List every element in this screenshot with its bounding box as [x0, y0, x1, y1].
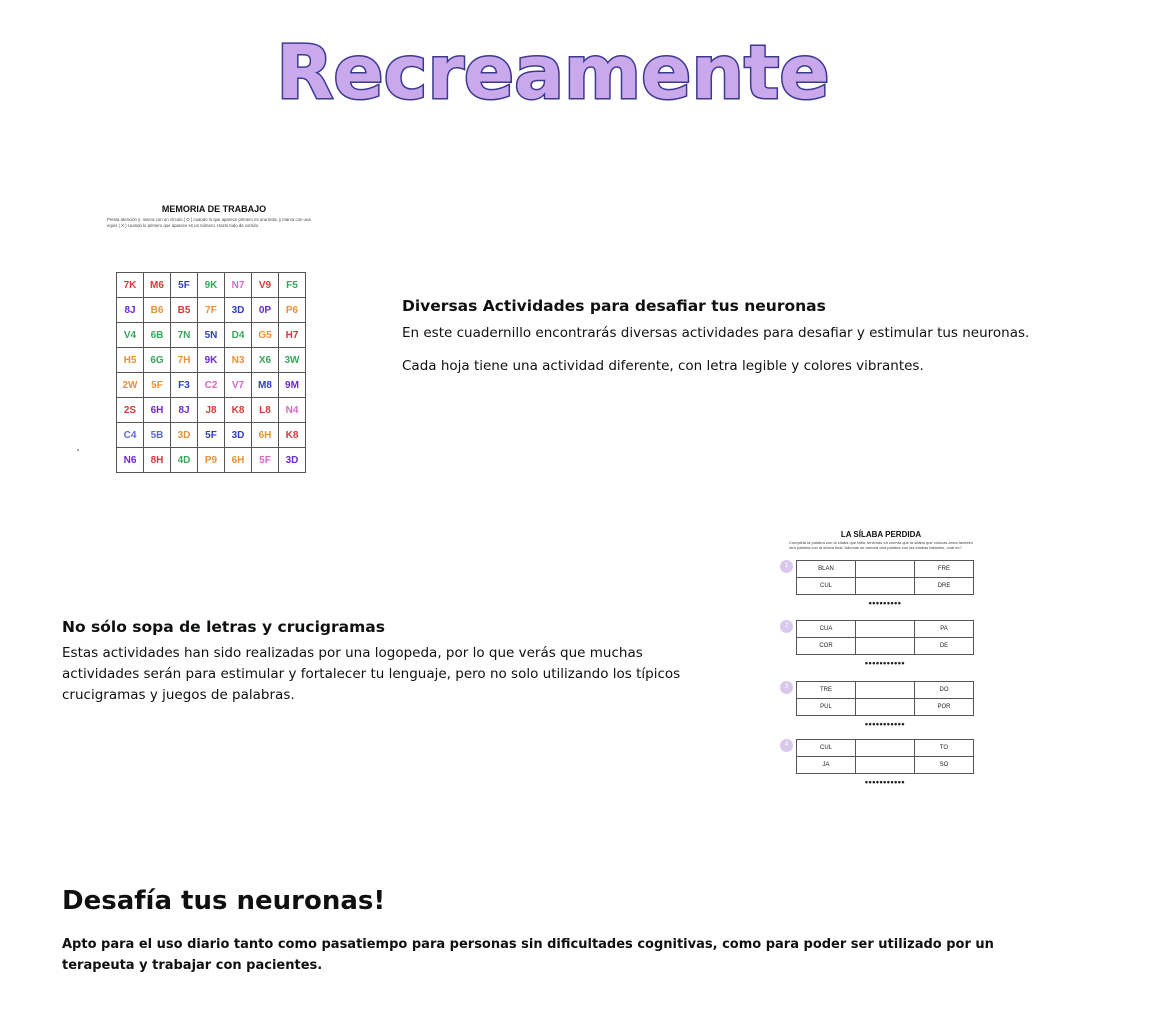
- grid-cell: 5F: [144, 373, 171, 398]
- syllable-cell: DE: [915, 638, 974, 655]
- grid-cell: M6: [144, 273, 171, 298]
- grid-cell: 6B: [144, 323, 171, 348]
- grid-cell: 8J: [117, 298, 144, 323]
- grid-cell: 3D: [279, 448, 306, 473]
- grid-cell: 9M: [279, 373, 306, 398]
- grid-cell: F5: [279, 273, 306, 298]
- grid-cell: 2W: [117, 373, 144, 398]
- grid-cell: X6: [252, 348, 279, 373]
- grid-row: [117, 323, 306, 348]
- worksheet-instructions: Presta atención y: marca con un círculo ( O ) cuando lo que aparece primero es una letra, y marca con una equis ( X ) cuando lo primero que aparece es un número. Hazlo todo de corrido.: [107, 217, 311, 228]
- grid-cell: 6G: [144, 348, 171, 373]
- memory-grid: [116, 272, 306, 473]
- answer-dots: •••••••••••: [864, 719, 906, 729]
- syllable-table: [796, 681, 974, 716]
- group-number-badge: 4: [780, 739, 793, 752]
- grid-cell: N4: [279, 398, 306, 423]
- syllable-cell: PA: [915, 621, 974, 638]
- silaba-worksheet-image: [776, 525, 986, 800]
- grid-cell: 4D: [171, 448, 198, 473]
- grid-cell: 9K: [198, 348, 225, 373]
- syllable-row: [797, 638, 974, 655]
- grid-cell: 2S: [117, 398, 144, 423]
- grid-cell: 7H: [171, 348, 198, 373]
- grid-cell: P9: [198, 448, 225, 473]
- grid-row: [117, 273, 306, 298]
- grid-cell: B5: [171, 298, 198, 323]
- grid-cell: M8: [252, 373, 279, 398]
- group-number-badge: 3: [780, 681, 793, 694]
- group-number-badge: 1: [780, 560, 793, 573]
- syllable-cell: FRE: [915, 561, 974, 578]
- syllable-cell: DO: [915, 682, 974, 699]
- syllable-row: [797, 621, 974, 638]
- grid-cell: K8: [279, 423, 306, 448]
- grid-cell: 6H: [225, 448, 252, 473]
- group-number-badge: 2: [780, 620, 793, 633]
- syllable-table: [796, 739, 974, 774]
- grid-cell: D4: [225, 323, 252, 348]
- blank-syllable-cell: [856, 638, 915, 655]
- grid-cell: H7: [279, 323, 306, 348]
- grid-cell: 6H: [252, 423, 279, 448]
- grid-cell: 7K: [117, 273, 144, 298]
- syllable-cell: BLAN: [797, 561, 856, 578]
- grid-cell: 3W: [279, 348, 306, 373]
- grid-cell: 9K: [198, 273, 225, 298]
- grid-cell: 8H: [144, 448, 171, 473]
- grid-row: [117, 348, 306, 373]
- grid-cell: V7: [225, 373, 252, 398]
- grid-cell: 3D: [171, 423, 198, 448]
- grid-cell: B6: [144, 298, 171, 323]
- worksheet-instructions: Completa la palabra con la sílaba que falta, teniendo en cuenta que la sílaba que colocas arma también otra palabra con la sílaba final. Además se armará otra palabra con las sílabas faltantes, cuál es?: [789, 540, 973, 550]
- grid-cell: 3D: [225, 423, 252, 448]
- grid-cell: C2: [198, 373, 225, 398]
- grid-cell: J8: [198, 398, 225, 423]
- syllable-cell: COR: [797, 638, 856, 655]
- syllable-row: [797, 682, 974, 699]
- syllable-cell: CUA: [797, 621, 856, 638]
- grid-cell: G5: [252, 323, 279, 348]
- grid-cell: 5F: [252, 448, 279, 473]
- memoria-worksheet-image: [100, 200, 340, 480]
- grid-cell: 5F: [198, 423, 225, 448]
- grid-cell: 5F: [171, 273, 198, 298]
- grid-cell: N3: [225, 348, 252, 373]
- grid-cell: V9: [252, 273, 279, 298]
- blank-syllable-cell: [856, 682, 915, 699]
- grid-row: [117, 398, 306, 423]
- answer-dots: •••••••••••: [864, 777, 906, 787]
- syllable-cell: DRE: [915, 578, 974, 595]
- syllable-row: [797, 740, 974, 757]
- diversas-paragraph-1: En este cuadernillo encontrarás diversas actividades para desafiar y estimular tus neuronas.: [402, 325, 1030, 341]
- grid-cell: 5B: [144, 423, 171, 448]
- syllable-row: [797, 578, 974, 595]
- syllable-table: [796, 560, 974, 595]
- worksheet-title: MEMORIA DE TRABAJO: [161, 204, 267, 214]
- diversas-heading: Diversas Actividades para desafiar tus neuronas: [402, 297, 826, 315]
- grid-cell: 3D: [225, 298, 252, 323]
- syllable-row: [797, 699, 974, 716]
- grid-row: [117, 298, 306, 323]
- stray-dot: [77, 449, 79, 451]
- syllable-cell: POR: [915, 699, 974, 716]
- syllable-table: [796, 620, 974, 655]
- worksheet-title: LA SÍLABA PERDIDA: [840, 530, 922, 539]
- grid-cell: H5: [117, 348, 144, 373]
- syllable-cell: SO: [915, 757, 974, 774]
- grid-cell: 6H: [144, 398, 171, 423]
- grid-cell: V4: [117, 323, 144, 348]
- syllable-cell: PUL: [797, 699, 856, 716]
- desafia-heading: Desafía tus neuronas!: [62, 886, 386, 916]
- grid-cell: F3: [171, 373, 198, 398]
- grid-cell: N6: [117, 448, 144, 473]
- syllable-cell: TO: [915, 740, 974, 757]
- syllable-row: [797, 757, 974, 774]
- syllable-cell: CUL: [797, 740, 856, 757]
- syllable-cell: JA: [797, 757, 856, 774]
- grid-cell: P6: [279, 298, 306, 323]
- syllable-row: [797, 561, 974, 578]
- grid-cell: C4: [117, 423, 144, 448]
- blank-syllable-cell: [856, 621, 915, 638]
- grid-cell: K8: [225, 398, 252, 423]
- blank-syllable-cell: [856, 757, 915, 774]
- syllable-cell: CUL: [797, 578, 856, 595]
- diversas-paragraph-2: Cada hoja tiene una actividad diferente, con letra legible y colores vibrantes.: [402, 358, 924, 374]
- answer-dots: •••••••••••: [864, 658, 906, 668]
- blank-syllable-cell: [856, 699, 915, 716]
- blank-syllable-cell: [856, 561, 915, 578]
- grid-cell: 0P: [252, 298, 279, 323]
- recreamente-logo: [276, 30, 830, 116]
- grid-row: [117, 423, 306, 448]
- grid-cell: 7F: [198, 298, 225, 323]
- blank-syllable-cell: [856, 740, 915, 757]
- sopa-paragraph: Estas actividades han sido realizadas por una logopeda, por lo que verás que muchas actividades serán para estimular y fortalecer tu lenguaje, pero no solo utilizando los típicos crucigramas y juegos de palabras.: [62, 645, 681, 703]
- grid-row: [117, 448, 306, 473]
- grid-cell: N7: [225, 273, 252, 298]
- grid-cell: 7N: [171, 323, 198, 348]
- desafia-paragraph: Apto para el uso diario tanto como pasatiempo para personas sin dificultades cognitivas, como para poder ser utilizado por un terapeuta y trabajar con pacientes.: [62, 937, 994, 973]
- syllable-cell: TRE: [797, 682, 856, 699]
- grid-cell: 8J: [171, 398, 198, 423]
- blank-syllable-cell: [856, 578, 915, 595]
- grid-cell: 5N: [198, 323, 225, 348]
- logo-text: Recreamente: [276, 30, 830, 116]
- grid-cell: L8: [252, 398, 279, 423]
- grid-row: [117, 373, 306, 398]
- sopa-heading: No sólo sopa de letras y crucigramas: [62, 618, 385, 636]
- answer-dots: •••••••••: [868, 598, 902, 608]
